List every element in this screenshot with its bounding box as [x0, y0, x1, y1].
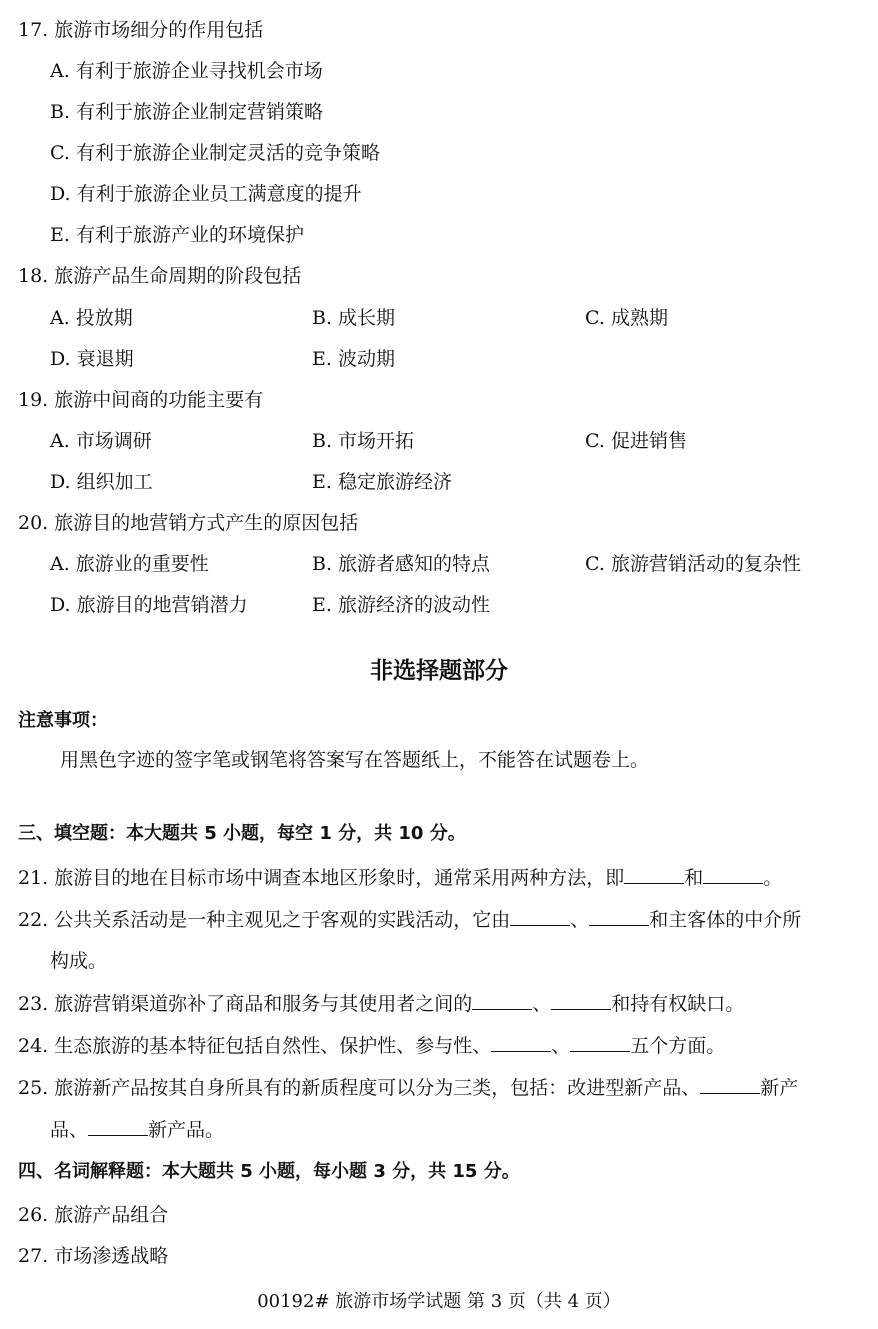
q21-blank-1	[624, 865, 684, 884]
notice-text: 用黑色字迹的签字笔或钢笔将答案写在答题纸上，不能答在试题卷上。	[60, 749, 650, 771]
q25-text-c: 品、	[50, 1119, 89, 1141]
q25	[18, 1075, 798, 1100]
q17-option-a: A. 有利于旅游企业寻找机会市场	[50, 60, 323, 82]
notice-label: 注意事项：	[18, 710, 108, 731]
q20-option-b: B. 旅游者感知的特点	[312, 553, 491, 575]
section3-heading: 三、填空题：本大题共 5 小题，每空 1 分，共 10 分。	[18, 823, 466, 844]
q17-stem: 17. 旅游市场细分的作用包括	[18, 19, 264, 41]
q18-option-e: E. 波动期	[312, 348, 395, 370]
q18-option-a: A. 投放期	[50, 307, 133, 329]
q19-option-c: C. 促进销售	[585, 430, 687, 452]
q19-option-a: A. 市场调研	[50, 430, 152, 452]
q24-text-b: 、	[551, 1035, 571, 1057]
part-title: 非选择题部分	[370, 658, 508, 684]
q20-stem: 20. 旅游目的地营销方式产生的原因包括	[18, 512, 359, 534]
q22	[18, 907, 801, 932]
q23-text-b: 、	[532, 993, 552, 1015]
q22-blank-2	[589, 907, 649, 926]
q21-text-c: 。	[763, 867, 783, 889]
q18-option-c: C. 成熟期	[585, 307, 668, 329]
q22-text-c: 和主客体的中介所	[649, 909, 802, 931]
q25-text-d: 新产品。	[148, 1119, 225, 1141]
q18-stem: 18. 旅游产品生命周期的阶段包括	[18, 265, 302, 287]
q22-blank-1	[510, 907, 570, 926]
section4-heading: 四、名词解释题：本大题共 5 小题，每小题 3 分，共 15 分。	[18, 1161, 520, 1182]
q23-text-c: 和持有权缺口。	[611, 993, 745, 1015]
q19-option-d: D. 组织加工	[50, 471, 153, 493]
page-footer: 00192# 旅游市场学试题 第 3 页（共 4 页）	[257, 1291, 621, 1312]
q21	[18, 865, 782, 890]
q21-text-b: 和	[684, 867, 704, 889]
q25-blank-2	[88, 1117, 148, 1136]
q22-text-b: 、	[570, 909, 590, 931]
q20-option-a: A. 旅游业的重要性	[50, 553, 209, 575]
q23-blank-2	[551, 991, 611, 1010]
q20-option-e: E. 旅游经济的波动性	[312, 594, 490, 616]
q23-text-a: 23. 旅游营销渠道弥补了商品和服务与其使用者之间的	[18, 993, 473, 1015]
q24-blank-1	[491, 1033, 551, 1052]
q19-stem: 19. 旅游中间商的功能主要有	[18, 389, 264, 411]
q26: 26. 旅游产品组合	[18, 1204, 169, 1226]
q19-option-e: E. 稳定旅游经济	[312, 471, 452, 493]
q27: 27. 市场渗透战略	[18, 1245, 169, 1267]
q17-option-c: C. 有利于旅游企业制定灵活的竞争策略	[50, 142, 380, 164]
q17-option-b: B. 有利于旅游企业制定营销策略	[50, 101, 324, 123]
q23-blank-1	[472, 991, 532, 1010]
q25-text-b: 新产	[760, 1077, 799, 1099]
q24-blank-2	[570, 1033, 630, 1052]
q25-blank-1	[700, 1075, 760, 1094]
q18-option-d: D. 衰退期	[50, 348, 134, 370]
q23	[18, 991, 744, 1016]
q20-option-d: D. 旅游目的地营销潜力	[50, 594, 248, 616]
q17-option-d: D. 有利于旅游企业员工满意度的提升	[50, 183, 362, 205]
q22-text-a: 22. 公共关系活动是一种主观见之于客观的实践活动，它由	[18, 909, 511, 931]
q24	[18, 1033, 725, 1058]
q24-text-c: 五个方面。	[630, 1035, 726, 1057]
q18-option-b: B. 成长期	[312, 307, 396, 329]
q25-text-a: 25. 旅游新产品按其自身所具有的新质程度可以分为三类，包括：改进型新产品、	[18, 1077, 701, 1099]
q24-text-a: 24. 生态旅游的基本特征包括自然性、保护性、参与性、	[18, 1035, 492, 1057]
q25-continuation	[50, 1117, 224, 1142]
q22-continuation: 构成。	[50, 950, 108, 972]
q21-text-a: 21. 旅游目的地在目标市场中调查本地区形象时，通常采用两种方法，即	[18, 867, 625, 889]
q20-option-c: C. 旅游营销活动的复杂性	[585, 553, 801, 575]
q21-blank-2	[703, 865, 763, 884]
q17-option-e: E. 有利于旅游产业的环境保护	[50, 224, 304, 246]
q19-option-b: B. 市场开拓	[312, 430, 415, 452]
